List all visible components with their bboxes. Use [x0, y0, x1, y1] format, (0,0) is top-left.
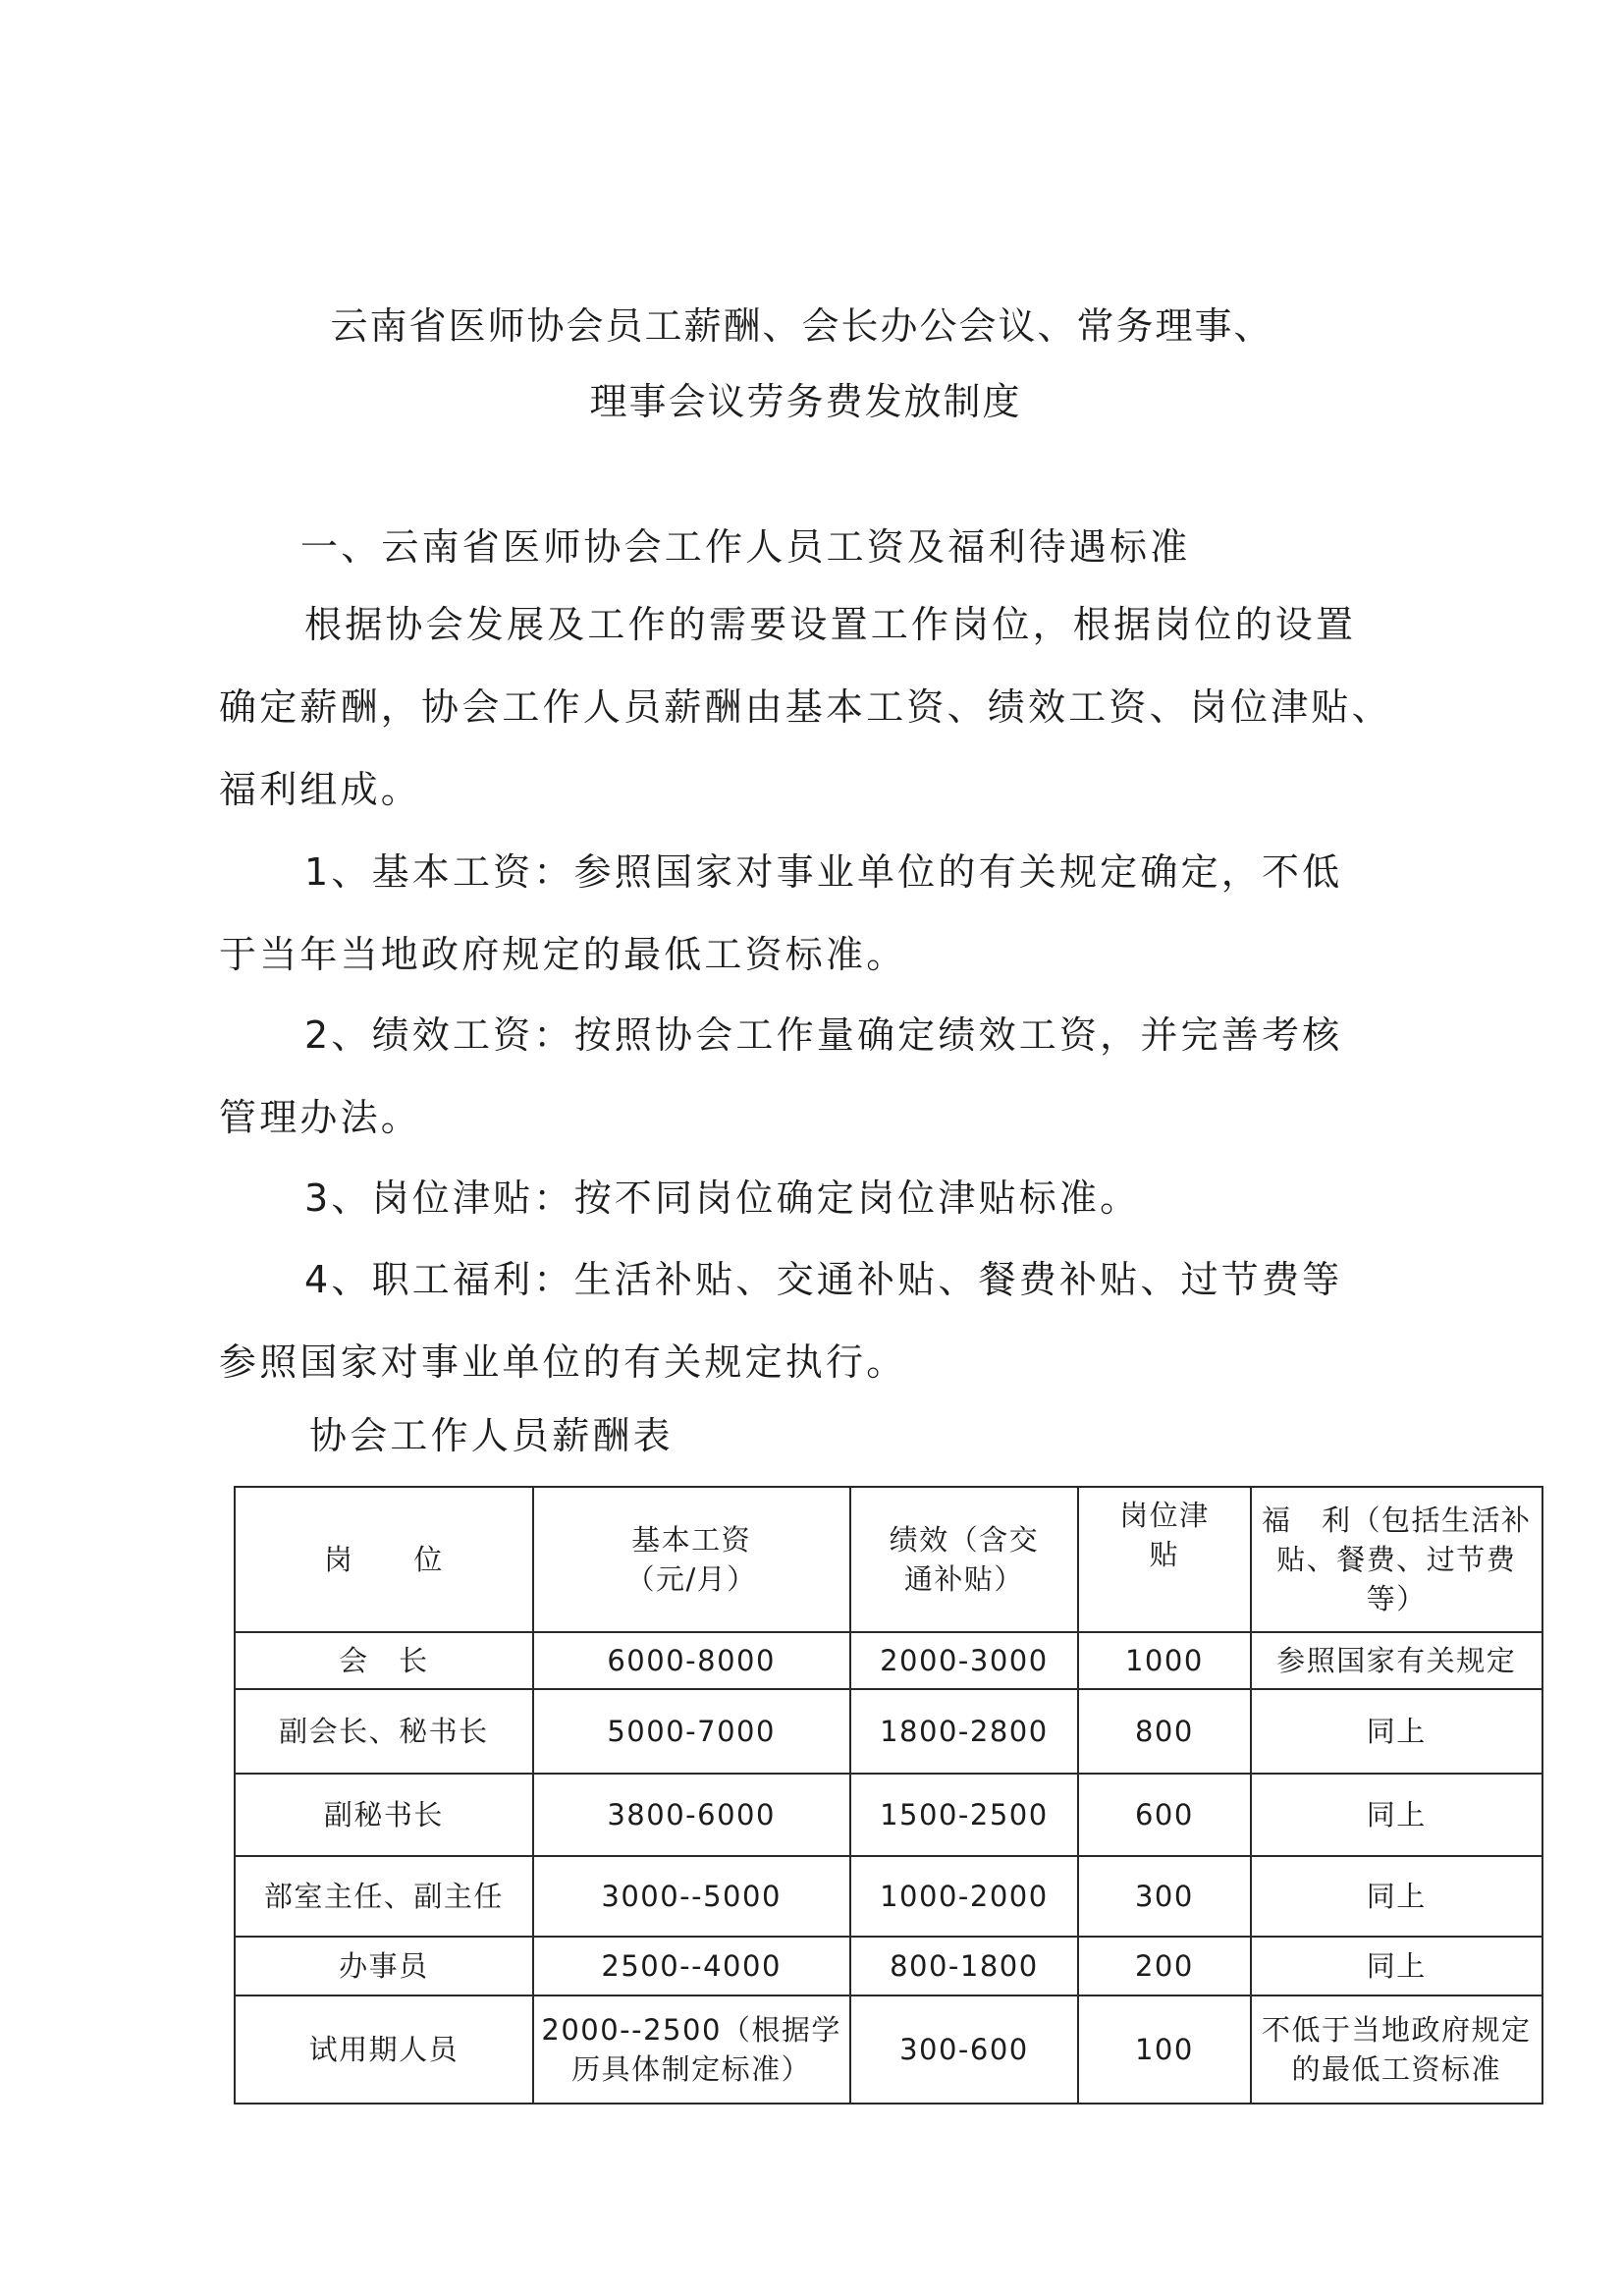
header-welfare-line1: 福 利（包括生活补 — [1262, 1503, 1532, 1537]
header-welfare-line2: 贴、餐费、过节费等） — [1276, 1543, 1517, 1615]
cell-allowance: 100 — [1078, 1995, 1250, 2104]
item4-line2: 参照国家对事业单位的有关规定执行。 — [219, 1340, 907, 1384]
header-allowance-line1: 岗位津 — [1119, 1499, 1210, 1532]
cell-position: 办事员 — [235, 1937, 533, 1995]
cell-performance: 300-600 — [850, 1995, 1079, 2104]
item1-line2: 于当年当地政府规定的最低工资标准。 — [219, 933, 907, 976]
table-row — [235, 1995, 1542, 2104]
item2-line2: 管理办法。 — [219, 1096, 422, 1139]
header-position — [235, 1487, 533, 1632]
cell-position: 会 长 — [235, 1632, 533, 1689]
cell-position: 副秘书长 — [235, 1774, 533, 1856]
document-title-line1: 云南省医师协会员工薪酬、会长办公会议、常务理事、 — [330, 304, 1273, 348]
cell-position: 试用期人员 — [235, 1995, 533, 2104]
item3-line1: 3、岗位津贴：按不同岗位确定岗位津贴标准。 — [304, 1176, 1141, 1220]
cell-performance: 1500-2500 — [850, 1774, 1079, 1856]
header-base-salary-line2: （元/月） — [625, 1562, 757, 1596]
cell-allowance: 600 — [1078, 1774, 1250, 1856]
cell-welfare: 同上 — [1251, 1856, 1542, 1937]
table-row — [235, 1689, 1542, 1774]
cell-welfare-line2: 的最低工资标准 — [1291, 2052, 1502, 2086]
table-row — [235, 1937, 1542, 1995]
cell-position: 副会长、秘书长 — [235, 1689, 533, 1774]
item4-line1: 4、职工福利：生活补贴、交通补贴、餐费补贴、过节费等 — [304, 1258, 1343, 1301]
cell-welfare: 同上 — [1251, 1774, 1542, 1856]
cell-welfare — [1251, 1995, 1542, 2104]
cell-base-salary: 2500--4000 — [533, 1937, 850, 1995]
cell-allowance: 1000 — [1078, 1632, 1250, 1689]
item2-line1: 2、绩效工资：按照协会工作量确定绩效工资，并完善考核 — [304, 1013, 1343, 1057]
cell-allowance: 300 — [1078, 1856, 1250, 1937]
cell-welfare-line1: 不低于当地政府规定 — [1262, 2013, 1532, 2047]
cell-performance: 1800-2800 — [850, 1689, 1079, 1774]
cell-welfare: 同上 — [1251, 1937, 1542, 1995]
cell-position: 部室主任、副主任 — [235, 1856, 533, 1937]
section-heading: 一、云南省医师协会工作人员工资及福利待遇标准 — [300, 525, 1191, 569]
header-performance — [850, 1487, 1079, 1632]
table-caption: 协会工作人员薪酬表 — [309, 1414, 674, 1457]
intro-paragraph-line2: 确定薪酬，协会工作人员薪酬由基本工资、绩效工资、岗位津贴、 — [219, 685, 1392, 729]
cell-base-salary: 3800-6000 — [533, 1774, 850, 1856]
document-title-line2: 理事会议劳务费发放制度 — [589, 380, 1022, 423]
salary-table — [234, 1486, 1543, 2105]
cell-welfare: 参照国家有关规定 — [1251, 1632, 1542, 1689]
cell-base-salary-line2: 历具体制定标准） — [571, 2052, 812, 2086]
item1-line1: 1、基本工资：参照国家对事业单位的有关规定确定，不低 — [304, 850, 1343, 894]
cell-welfare: 同上 — [1251, 1689, 1542, 1774]
cell-base-salary: 5000-7000 — [533, 1689, 850, 1774]
table-row — [235, 1774, 1542, 1856]
intro-paragraph-line3: 福利组成。 — [219, 768, 422, 811]
cell-base-salary — [533, 1995, 850, 2104]
cell-performance: 2000-3000 — [850, 1632, 1079, 1689]
table-row — [235, 1632, 1542, 1689]
header-position-label: 岗 位 — [323, 1543, 444, 1576]
header-allowance-line2: 贴 — [1149, 1538, 1180, 1571]
header-performance-line2: 通补贴） — [903, 1562, 1024, 1596]
header-performance-line1: 绩效（含交 — [889, 1523, 1040, 1557]
cell-performance: 1000-2000 — [850, 1856, 1079, 1937]
cell-base-salary-line1: 2000--2500（根据学 — [541, 2013, 841, 2047]
header-base-salary-line1: 基本工资 — [631, 1523, 752, 1557]
cell-base-salary: 3000--5000 — [533, 1856, 850, 1937]
header-base-salary — [533, 1487, 850, 1632]
header-allowance — [1078, 1487, 1250, 1632]
cell-allowance: 800 — [1078, 1689, 1250, 1774]
cell-performance: 800-1800 — [850, 1937, 1079, 1995]
cell-allowance: 200 — [1078, 1937, 1250, 1995]
intro-paragraph-line1: 根据协会发展及工作的需要设置工作岗位，根据岗位的设置 — [304, 603, 1357, 646]
table-row — [235, 1856, 1542, 1937]
table-header-row — [235, 1487, 1542, 1632]
cell-base-salary: 6000-8000 — [533, 1632, 850, 1689]
header-welfare — [1251, 1487, 1542, 1632]
